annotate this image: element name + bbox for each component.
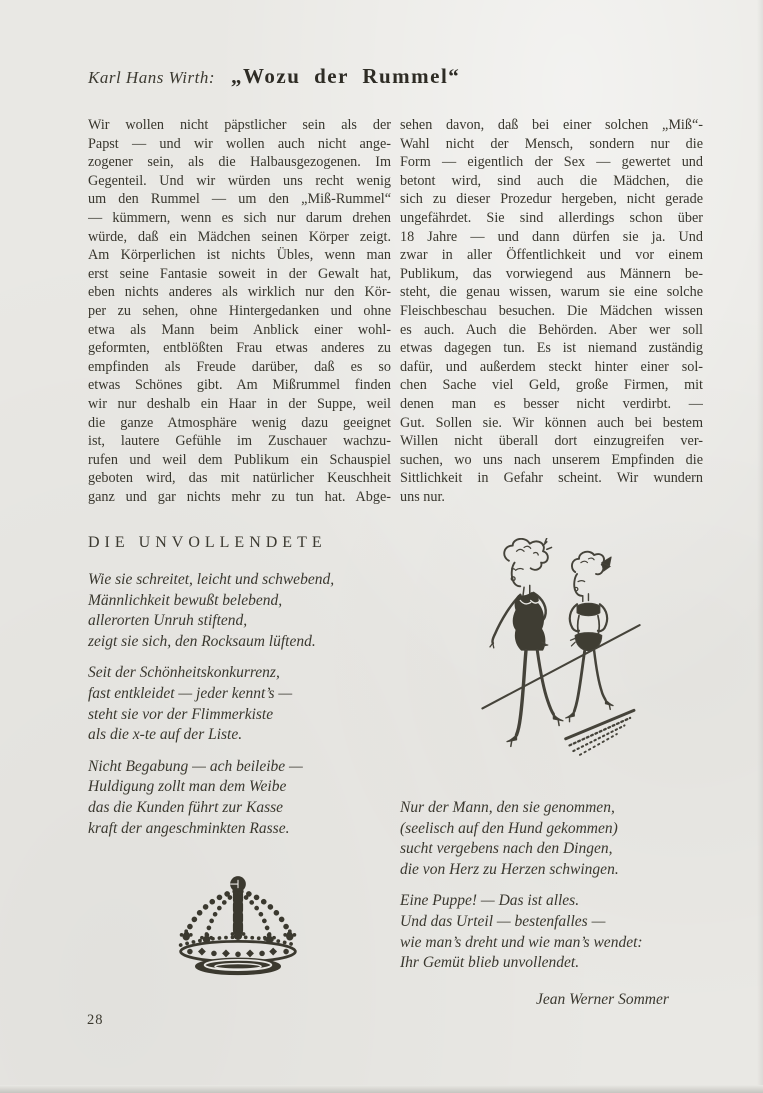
text-line: Willen nicht überall dort einzugreifen ver- xyxy=(400,433,703,450)
text-line: geboten wird, das mit natürlicher Keuschheit xyxy=(88,470,391,487)
text-line: sucht vergebens nach den Dingen, xyxy=(400,840,613,858)
text-line: Nur der Mann, den sie genommen, xyxy=(400,799,615,816)
text-line: zogener sein, als die Halbausgezogenen. Im xyxy=(88,154,391,171)
text-line: es auch. Auch die Behörden. Aber wer soll xyxy=(400,321,703,338)
text-line: Sittlichkeit in Gefahr scheint. Wir wundern xyxy=(400,470,703,487)
text-line: fast entkleidet — jeder kennt’s — xyxy=(88,684,293,702)
text-line: sehen davon, daß bei einer solchen „Miß“- xyxy=(400,117,703,133)
poem-stanza xyxy=(88,570,388,652)
page-edge-shading xyxy=(757,0,763,1093)
text-line: etwas Schönes gibt. Am Mißrummel finden xyxy=(88,377,391,394)
text-line: die von Herz zu Herzen schwingen. xyxy=(400,860,619,878)
text-line: das die Kunden führt zur Kasse xyxy=(88,798,284,816)
text-line: Publikum, das vorwiegend aus Männern be- xyxy=(400,265,703,282)
text-line: Nicht Begabung — ach beileibe — xyxy=(88,757,303,775)
text-line: rufen und weil dem Publikum ein Schauspiel xyxy=(88,451,391,468)
text-line: steht sie vor der Flimmerkiste xyxy=(88,705,274,723)
article-header xyxy=(88,64,460,89)
text-line: erst seine Fantasie soweit in der Gewalt hat, xyxy=(88,265,391,282)
text-line: etwa als Mann beim Anblick einer wohl- xyxy=(88,321,391,338)
text-line: zwar in aller Öffentlichkeit und vor einem xyxy=(400,247,703,264)
text-line: suchen, wo uns nach unserem Empfinden die xyxy=(400,451,703,468)
text-line: die ganze Atmosphäre wenig dazu geeignet xyxy=(88,414,391,431)
text-line: etwas dagegen tun. Es ist niemand zuständig xyxy=(400,340,703,357)
text-line: Gegenteil. Und wir würden uns recht wenig xyxy=(88,172,391,189)
text-line: Eine Puppe! — Das ist alles. xyxy=(400,892,580,910)
text-line: Form — eigentlich der Sex — gewertet und xyxy=(400,154,703,171)
text-line: (seelisch auf den Hund gekommen) xyxy=(400,819,618,837)
text-line: Huldigung zollt man dem Weibe xyxy=(88,778,287,796)
text-line: chen Sache viel Geld, große Firmen, mit xyxy=(400,377,703,394)
poem-right-column xyxy=(400,798,700,1010)
text-line: Gut. Sollen sie. Wir können auch bei bestem xyxy=(400,414,703,431)
page-number: 28 xyxy=(87,1012,104,1028)
text-line: Und das Urteil — bestenfalles — xyxy=(400,912,606,930)
article-author: Karl Hans Wirth: xyxy=(88,68,216,87)
text-line: ganz und gar nichts mehr zu tun hat. Abge- xyxy=(88,488,391,505)
text-line: um den Rummel — um den „Miß-Rummel“ xyxy=(88,191,391,208)
text-line: wir nur deshalb ein Haar in der Suppe, weil xyxy=(88,395,391,412)
text-line: steht, die genau wissen, warum sie eine solche xyxy=(400,284,703,301)
text-line: geformten, entblößten Frau etwas anderes zu xyxy=(88,340,391,357)
text-line: sich zu dieser Prozedur hergeben, nicht gerade xyxy=(400,191,703,208)
poem-stanza xyxy=(88,757,388,839)
text-line: eben nichts anderes als wirklich nur den Kör- xyxy=(88,284,391,301)
text-line: Am Körperlichen ist nichts Übles, wenn man xyxy=(88,247,391,264)
page-edge-shading xyxy=(0,1085,763,1093)
text-line: Papst — und wir wollen auch nicht ange- xyxy=(88,135,391,152)
crown-illustration xyxy=(164,872,312,983)
poem-stanza xyxy=(400,798,700,880)
text-line: betont wird, sind auch die Mädchen, die xyxy=(400,172,703,189)
text-line: Ihr Gemüt blieb unvollendet. xyxy=(400,954,580,972)
text-line: Wir wollen nicht päpstlicher sein als der xyxy=(88,117,391,133)
poem-stanza xyxy=(400,891,700,973)
text-line: zeigt sie sich, den Rocksaum lüftend. xyxy=(88,632,316,650)
text-line: Wahl nicht der Mensch, sondern nur die xyxy=(400,135,703,152)
text-line: Wie sie schreitet, leicht und schwebend, xyxy=(88,571,335,588)
text-line: als die x-te auf der Liste. xyxy=(88,726,243,744)
article-column-left xyxy=(88,116,391,506)
text-line: Fleischbeschau besuchen. Die Mädchen wissen xyxy=(400,302,703,319)
catwalk-models-illustration xyxy=(480,538,642,770)
poem-stanza xyxy=(88,663,388,745)
text-line: wie man’s dreht und wie man’s wendet: xyxy=(400,933,643,951)
article-title: „Wozu der Rummel“ xyxy=(231,64,461,88)
poem-left-column xyxy=(88,570,388,850)
text-line: dafür, und außerdem steckt hinter einer sol- xyxy=(400,358,703,375)
text-line: würde, daß ein Mädchen seinen Körper zeigt. xyxy=(88,228,391,245)
text-line: — kümmern, wenn es sich nur darum drehen xyxy=(88,209,391,226)
text-line: uns nur. xyxy=(400,488,445,505)
poem-attribution: Jean Werner Sommer xyxy=(536,990,669,1008)
text-line: ungefährdet. Sie sind allerdings schon über xyxy=(400,209,703,226)
text-line: kraft der angeschminkten Rasse. xyxy=(88,819,290,837)
text-line: Männlichkeit bewußt belebend, xyxy=(88,591,283,609)
text-line: allerorten Unruh stiftend, xyxy=(88,612,248,630)
text-line: per zu sehen, ohne Hintergedanken und ohne xyxy=(88,302,391,319)
text-line: 18 Jahre — und dann dürfen sie ja. Und xyxy=(400,228,703,245)
text-line: ist, lautere Gefühle im Zuschauer wachzu- xyxy=(88,433,391,450)
text-line: empfinden als Freude darüber, daß es so xyxy=(88,358,391,375)
poem-heading: DIE UNVOLLENDETE xyxy=(88,534,327,551)
text-line: denen man es besser nicht verdirbt. — xyxy=(400,395,703,412)
article-column-right xyxy=(400,116,703,506)
text-line: Seit der Schönheitskonkurrenz, xyxy=(88,664,280,682)
